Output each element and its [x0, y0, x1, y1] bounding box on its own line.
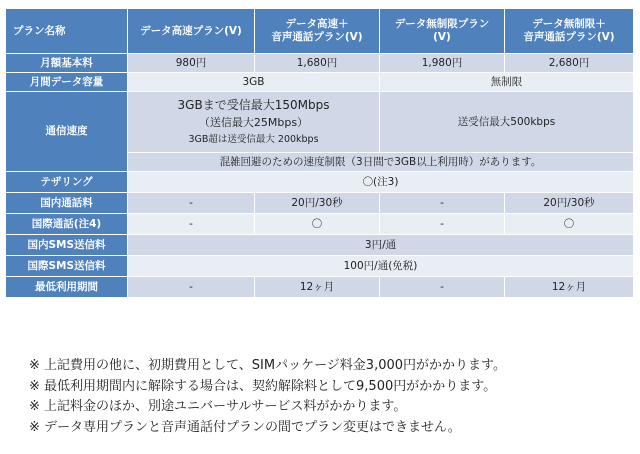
table-row-data-capacity	[6, 73, 634, 92]
domestic-call-cell: 20円/30秒	[255, 193, 380, 214]
row-label-tethering: テザリング	[6, 172, 128, 193]
header-line: データ無制限プラン	[394, 18, 490, 30]
intl-call-cell: -	[380, 214, 505, 235]
min-period-cell: -	[380, 277, 505, 298]
intl-sms-cell: 100円/通(免税)	[128, 256, 634, 277]
row-label-min-period: 最低利用期間	[6, 277, 128, 298]
table-header-row	[6, 9, 634, 54]
table-row-min-period	[6, 277, 634, 298]
table-row-domestic-sms	[6, 235, 634, 256]
header-data-unlimited-voice	[505, 9, 634, 54]
table-row-speed	[6, 92, 634, 153]
header-data-unlimited	[380, 9, 505, 54]
tethering-cell: 〇(注3)	[128, 172, 634, 193]
header-line: 音声通話プラン(V)	[271, 31, 363, 43]
row-label-data-capacity: 月間データ容量	[6, 73, 128, 92]
speed-unlimited-cell: 送受信最大500kbps	[380, 92, 634, 153]
speed-limit-note: 混雑回避のための速度制限（3日間で3GB以上利用時）があります。	[128, 153, 634, 172]
header-line: データ無制限＋	[532, 18, 606, 30]
footnote: ※ 上記費用の他に、初期費用として、SIMパッケージ料金3,000円がかかります。	[29, 358, 506, 373]
header-line: データ高速＋	[285, 18, 349, 30]
footnote: ※ 上記料金のほか、別途ユニバーサルサービス料がかかります。	[29, 399, 407, 414]
table-row-tethering	[6, 172, 634, 193]
footnote: ※ データ専用プランと音声通話付プランの間でプラン変更はできません。	[29, 419, 461, 435]
row-label-speed: 通信速度	[6, 92, 128, 172]
monthly-fee-cell: 1,980円	[380, 54, 505, 73]
intl-call-cell: -	[128, 214, 255, 235]
domestic-call-cell: 20円/30秒	[505, 193, 634, 214]
footnotes-list	[29, 356, 506, 438]
domestic-call-cell: -	[380, 193, 505, 214]
footnote: ※ 最低利用期間内に解除する場合は、契約解除料として9,500円がかかります。	[29, 378, 497, 394]
table-row-intl-call	[6, 214, 634, 235]
header-plan-name: プラン名称	[6, 9, 128, 54]
domestic-call-cell: -	[128, 193, 255, 214]
intl-call-cell: 〇	[255, 214, 380, 235]
min-period-cell: 12ヶ月	[505, 277, 634, 298]
monthly-fee-cell: 980円	[128, 54, 255, 73]
speed-line: 3GBまで受信最大150Mbps	[177, 98, 330, 112]
data-capacity-high-speed: 3GB	[128, 73, 380, 92]
header-line: (V)	[433, 31, 451, 43]
min-period-cell: -	[128, 277, 255, 298]
monthly-fee-cell: 2,680円	[505, 54, 634, 73]
row-label-monthly-fee: 月額基本料	[6, 54, 128, 73]
table-row-intl-sms	[6, 256, 634, 277]
domestic-sms-cell: 3円/通	[128, 235, 634, 256]
header-data-high-speed: データ高速プラン(V)	[128, 9, 255, 54]
row-label-domestic-call: 国内通話料	[6, 193, 128, 214]
speed-line: （送信最大25Mbps）	[198, 116, 309, 129]
row-label-domestic-sms: 国内SMS送信料	[6, 235, 128, 256]
table-row-domestic-call	[6, 193, 634, 214]
data-capacity-unlimited: 無制限	[380, 73, 634, 92]
header-data-high-speed-voice	[255, 9, 380, 54]
min-period-cell: 12ヶ月	[255, 277, 380, 298]
speed-high-speed-cell	[128, 92, 380, 153]
row-label-intl-sms: 国際SMS送信料	[6, 256, 128, 277]
monthly-fee-cell: 1,680円	[255, 54, 380, 73]
speed-line: 3GB超は送受信最大 200kbps	[188, 134, 319, 145]
plan-comparison-table	[5, 8, 634, 298]
row-label-intl-call: 国際通話(注4)	[6, 214, 128, 235]
intl-call-cell: 〇	[505, 214, 634, 235]
header-line: 音声通話プラン(V)	[523, 31, 615, 43]
table-row-monthly-fee	[6, 54, 634, 73]
